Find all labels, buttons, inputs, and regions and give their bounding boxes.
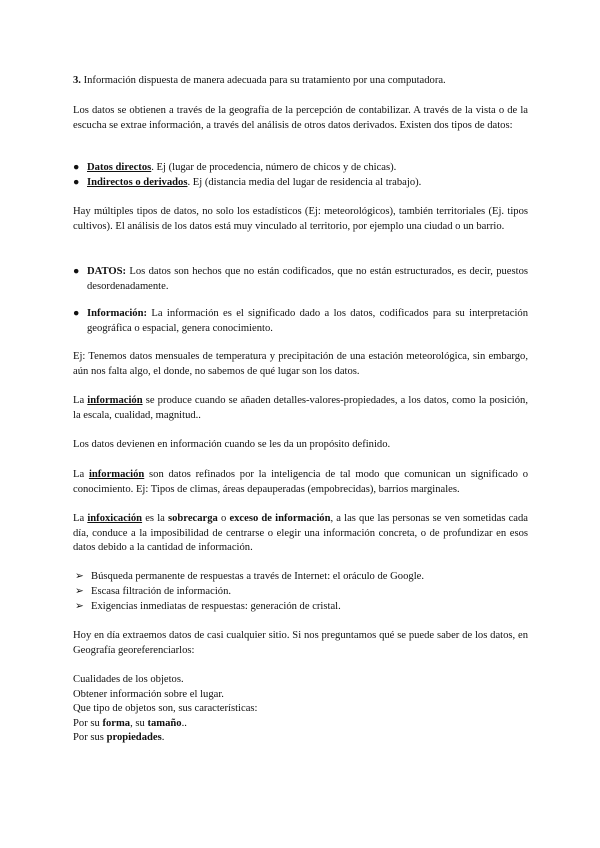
list-item: ➢ Exigencias inmediatas de respuestas: generación de cristal. <box>75 600 530 615</box>
arrow-bullet-icon: ➢ <box>75 571 84 582</box>
list-item: ● Indirectos o derivados. Ej (distancia media del lugar de residencia al trabajo). <box>73 176 533 191</box>
paragraph-data-types: Hay múltiples tipos de datos, no solo los estadísticos (Ej: meteorológicos), también territoriales (Ej. tipos cultivos). El análisis de los datos está muy vinculado al territorio, por ejemplo una ciudad o un barrio. <box>73 206 528 232</box>
term-sobrecarga: sobrecarga <box>168 513 218 524</box>
list-item: ➢ Búsqueda permanente de respuestas a través de Internet: el oráculo de Google. <box>75 570 530 585</box>
term-propiedades: propiedades <box>106 732 162 744</box>
term-indirectos: Indirectos o derivados <box>87 177 188 188</box>
bullet-icon: ● <box>73 266 80 277</box>
arrow-bullet-icon: ➢ <box>75 586 84 597</box>
bullet-icon: ● <box>73 308 80 319</box>
paragraph-refined-data: La información son datos refinados por la inteligencia de tal modo que comunican un significado o conocimiento. Ej: Tipos de climas, áreas depauperadas (empobrecidas), barrios marginales. <box>73 469 528 495</box>
closing-line: Obtener información sobre el lugar. <box>73 688 224 700</box>
list-item: ➢ Escasa filtración de información. <box>75 585 530 600</box>
term-exceso: exceso de información <box>229 513 331 524</box>
paragraph-georeference: Hoy en día extraemos datos de casi cualquier sitio. Si nos preguntamos qué se puede saber de los datos, en Geografía georeferenciarlos: <box>73 630 528 656</box>
term-informacion: Información: <box>87 308 148 319</box>
closing-line: Cualidades de los objetos. <box>73 674 184 685</box>
term-informacion-underlined: información <box>87 395 143 406</box>
term-infoxicacion: infoxicación <box>87 513 143 524</box>
term-tamano: tamaño <box>147 717 182 729</box>
paragraph-info-produced: La información se produce cuando se añaden detalles-valores-propiedades, a los datos, como la posición, la escala, cualidad, magnitud.. <box>73 395 528 421</box>
term-datos: DATOS: <box>87 266 127 277</box>
term-forma: forma <box>102 717 131 729</box>
paragraph-definition-3: 3. Información dispuesta de manera adecuada para su tratamiento por una computadora. <box>73 75 446 86</box>
term-datos-directos: Datos directos <box>87 162 152 173</box>
bullet-icon: ● <box>73 177 80 188</box>
closing-line: Que tipo de objetos son, sus características: <box>73 703 258 715</box>
paragraph-purpose: Los datos devienen en información cuando se les da un propósito definido. <box>73 439 391 450</box>
paragraph-example-meteo: Ej: Tenemos datos mensuales de temperatura y precipitación de una estación meteorológica, sin embargo, aún nos falta algo, el donde, no sabemos de qué lugar son los datos. <box>73 351 528 377</box>
paragraph-data-sources: Los datos se obtienen a través de la geografía de la percepción de contabilizar. A través de la vista o de la escucha se extrae información, a través del análisis de otros datos derivados. Existen dos tipos de datos: <box>73 105 528 131</box>
arrow-bullet-icon: ➢ <box>75 601 84 612</box>
closing-line: Por sus propiedades. <box>73 732 165 744</box>
closing-lines <box>73 673 528 746</box>
definition-datos: ● DATOS: Los datos son hechos que no están codificados, que no están estructurados, es decir, puestos desordenadamente. <box>73 266 528 292</box>
closing-line: Por su forma, su tamaño.. <box>73 717 187 729</box>
item-number: 3. <box>73 75 81 86</box>
term-informacion-underlined: información <box>88 469 145 480</box>
bullet-icon: ● <box>73 162 80 173</box>
paragraph-infoxicacion: La infoxicación es la sobrecarga o exceso de información, a las que las personas se ven sometidas cada día, conduce a la imposibilidad de centrarse o elegir una información concreta, o de profundizar en esos datos debido a la cantidad de información. <box>73 513 529 554</box>
list-item: ● Datos directos. Ej (lugar de procedencia, número de chicos y de chicas). <box>73 161 533 176</box>
definition-informacion: ● Información: La información es el significado dado a los datos, codificados para su interpretación geográfica o espacial, genera conocimiento. <box>73 308 528 334</box>
